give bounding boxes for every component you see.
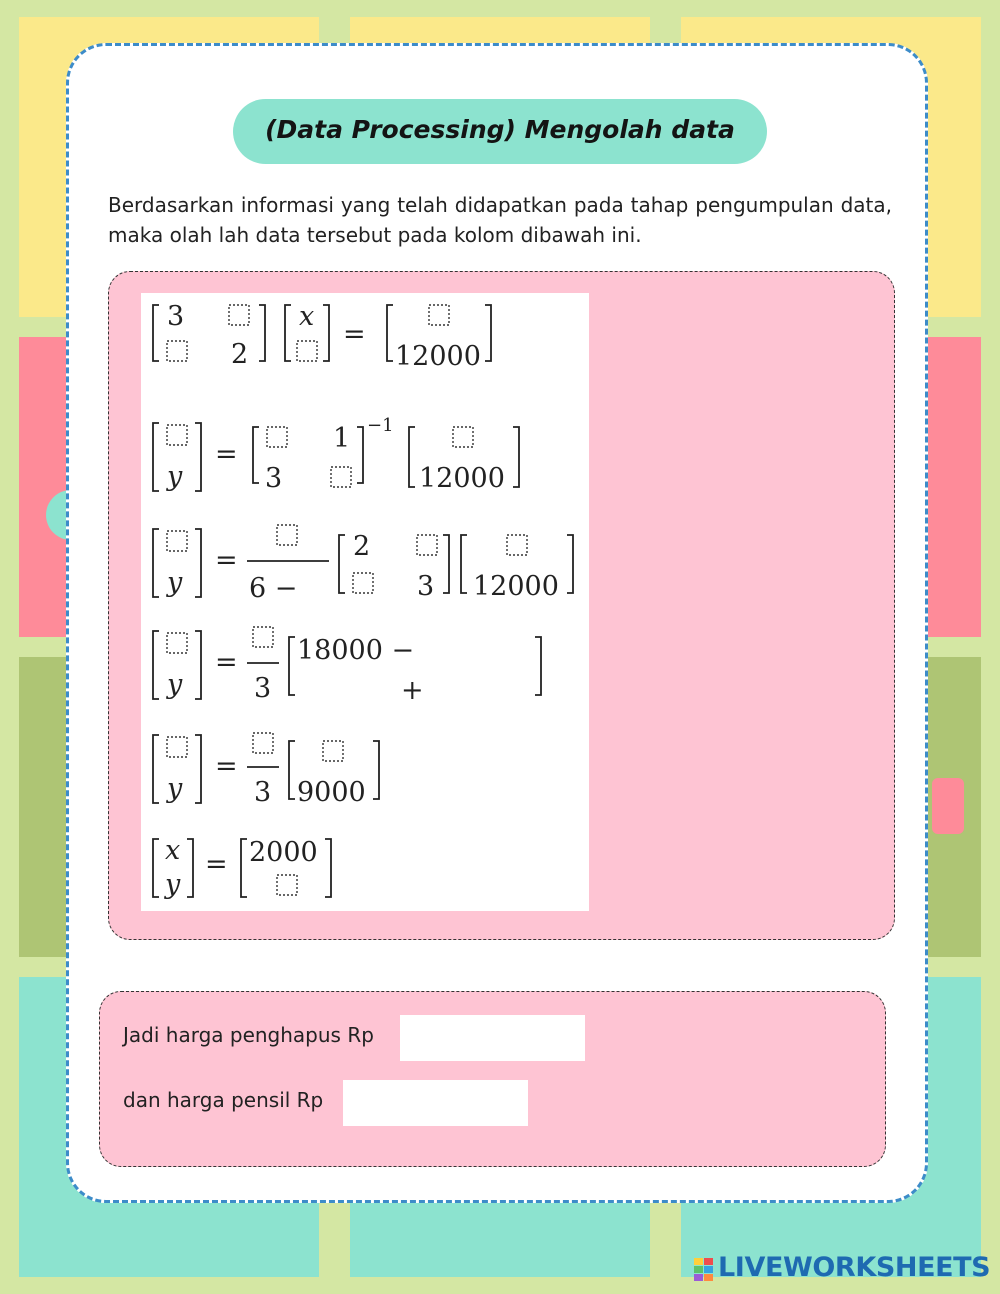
num-2: 2: [231, 339, 249, 370]
num-3: 3: [167, 301, 185, 332]
plus-sign: +: [401, 675, 424, 706]
blank-box: [417, 535, 437, 555]
var-x: x: [299, 301, 315, 332]
bg-decor: [932, 778, 964, 834]
blank-box: [167, 737, 187, 757]
blank-box: [297, 341, 317, 361]
blank-box: [229, 305, 249, 325]
blank-box: [453, 427, 473, 447]
math-steps: [141, 293, 589, 911]
equals-sign: =: [205, 849, 228, 880]
blank-box: [277, 875, 297, 895]
var-y: y: [167, 461, 183, 492]
var-y: y: [167, 567, 183, 598]
equals-sign: =: [215, 647, 238, 678]
var-y: y: [167, 669, 183, 700]
brand-logo: LIVEWORKSHEETS: [718, 1252, 991, 1283]
blank-box: [277, 525, 297, 545]
page-title: (Data Processing) Mengolah data: [233, 99, 767, 164]
instruction-text: Berdasarkan informasi yang telah didapatkan pada tahap pengumpulan data, maka olah lah data tersebut pada kolom dibawah ini.: [108, 193, 892, 247]
num-3: 3: [254, 673, 272, 704]
num-12000: 12000: [473, 571, 559, 602]
blank-box: [167, 425, 187, 445]
blank-box: [253, 733, 273, 753]
equals-sign: =: [215, 439, 238, 470]
pencil-price-input[interactable]: [343, 1080, 528, 1126]
num-3: 3: [417, 571, 435, 602]
var-y: y: [167, 773, 183, 804]
eraser-price-label: Jadi harga penghapus Rp: [123, 1023, 374, 1047]
inverse-exponent: −1: [367, 415, 394, 436]
num-3: 3: [265, 463, 283, 494]
num-2000: 2000: [249, 837, 318, 868]
var-x: x: [165, 835, 181, 866]
num-6-minus: 6 −: [249, 573, 298, 604]
blank-box: [167, 633, 187, 653]
blank-box: [167, 341, 187, 361]
var-y: y: [165, 869, 181, 900]
eraser-price-input[interactable]: [400, 1015, 585, 1061]
num-3: 3: [254, 777, 272, 808]
blank-box: [429, 305, 449, 325]
blank-box: [331, 467, 351, 487]
blank-box: [323, 741, 343, 761]
equals-sign: =: [215, 545, 238, 576]
equals-sign: =: [215, 751, 238, 782]
equals-sign: =: [343, 319, 366, 350]
num-9000: 9000: [297, 777, 366, 808]
num-1: 1: [333, 423, 351, 454]
num-12000: 12000: [419, 463, 505, 494]
pencil-price-label: dan harga pensil Rp: [123, 1088, 324, 1112]
math-steps-svg: [141, 293, 589, 911]
num-12000: 12000: [395, 341, 481, 372]
num-18000-minus: 18000 −: [297, 635, 415, 666]
liveworksheets-logo-icon: [694, 1258, 714, 1282]
blank-box: [507, 535, 527, 555]
num-2: 2: [353, 531, 371, 562]
blank-box: [353, 573, 373, 593]
blank-box: [253, 627, 273, 647]
blank-box: [267, 427, 287, 447]
blank-box: [167, 531, 187, 551]
